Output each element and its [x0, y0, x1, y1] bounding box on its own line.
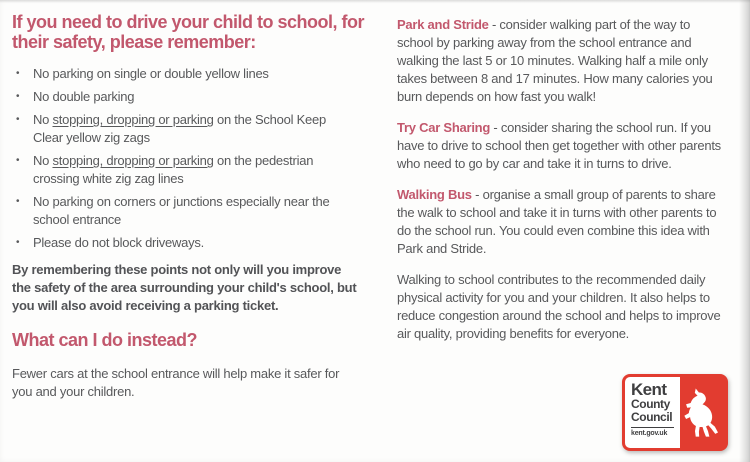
rule-item-zig-zag	[12, 152, 350, 188]
park-and-stride-lead: Park and Stride	[397, 17, 489, 32]
logo-divider	[631, 427, 674, 428]
kent-county-council-logo	[622, 374, 728, 451]
rule-text: No parking on corners or junctions especially near the school entrance	[33, 194, 330, 227]
left-column	[12, 12, 368, 401]
rule-text: No parking on single or double yellow lines	[33, 66, 269, 81]
summary-paragraph: By remembering these points not only will you improve the safety of the area surrounding your child's school, but you will also avoid receiving a parking ticket.	[12, 262, 357, 313]
bullet-icon: •	[16, 68, 20, 79]
parking-rules-list	[12, 65, 350, 252]
walking-benefits-paragraph: Walking to school contributes to the recommended daily physical activity for you and your children. It also helps to reduce congestion around the school and helps to improve air quality, providing benefits for everyone.	[397, 272, 721, 341]
scan-edge-shadow	[739, 0, 750, 462]
walking-bus-paragraph	[397, 186, 727, 258]
car-sharing-body: - consider sharing the school run. If you have to drive to school then get together with other parents who need to go by car and take it in turns to drive.	[397, 120, 721, 171]
bullet-icon: •	[16, 237, 20, 248]
rule-text: No stopping, dropping or parking on the pedestrian crossing white zig zag lines	[33, 153, 314, 186]
rule-text: No double parking	[33, 89, 135, 104]
rule-item-yellow-lines	[12, 65, 350, 83]
car-sharing-paragraph	[397, 119, 727, 173]
walking-bus-lead: Walking Bus	[397, 187, 472, 202]
rule-item-double-parking	[12, 88, 350, 106]
invicta-horse-icon	[680, 377, 725, 448]
bullet-icon: •	[16, 91, 20, 102]
fewer-cars-paragraph: Fewer cars at the school entrance will help make it safer for you and your children.	[12, 366, 340, 399]
logo-text-panel	[625, 377, 680, 448]
rule-text: Please do not block driveways.	[33, 235, 204, 250]
right-column	[397, 16, 727, 343]
bullet-icon: •	[16, 196, 20, 207]
logo-line-kent: Kent	[631, 380, 667, 399]
bullet-icon: •	[16, 114, 20, 125]
rule-item-keep-clear	[12, 111, 350, 147]
rule-item-corners	[12, 193, 350, 229]
walking-bus-body: - organise a small group of parents to share the walk to school and take it in turns with other parents to do the school run. You could even combine this idea with Park and Stride.	[397, 187, 717, 256]
car-sharing-lead: Try Car Sharing	[397, 120, 491, 135]
logo-url-text: kent.gov.uk	[631, 430, 668, 437]
main-heading: If you need to drive your child to school, for their safety, please remember:	[12, 12, 365, 52]
logo-line-county: County	[631, 397, 670, 411]
rule-item-driveways	[12, 234, 350, 252]
bullet-icon: •	[16, 155, 20, 166]
logo-line-council: Council	[631, 410, 673, 424]
park-and-stride-body: - consider walking part of the way to school by parking away from the school entrance and walking the last 5 or 10 minutes. Walking half a mile only takes between 8 and 17 minutes. How many calories you burn depends on how fast you walk!	[397, 17, 713, 104]
rule-text: No stopping, dropping or parking on the School Keep Clear yellow zig zags	[33, 112, 326, 145]
scan-edge-top-shadow	[0, 0, 750, 3]
subheading-what-instead: What can I do instead?	[12, 330, 198, 350]
park-and-stride-paragraph	[397, 16, 727, 106]
